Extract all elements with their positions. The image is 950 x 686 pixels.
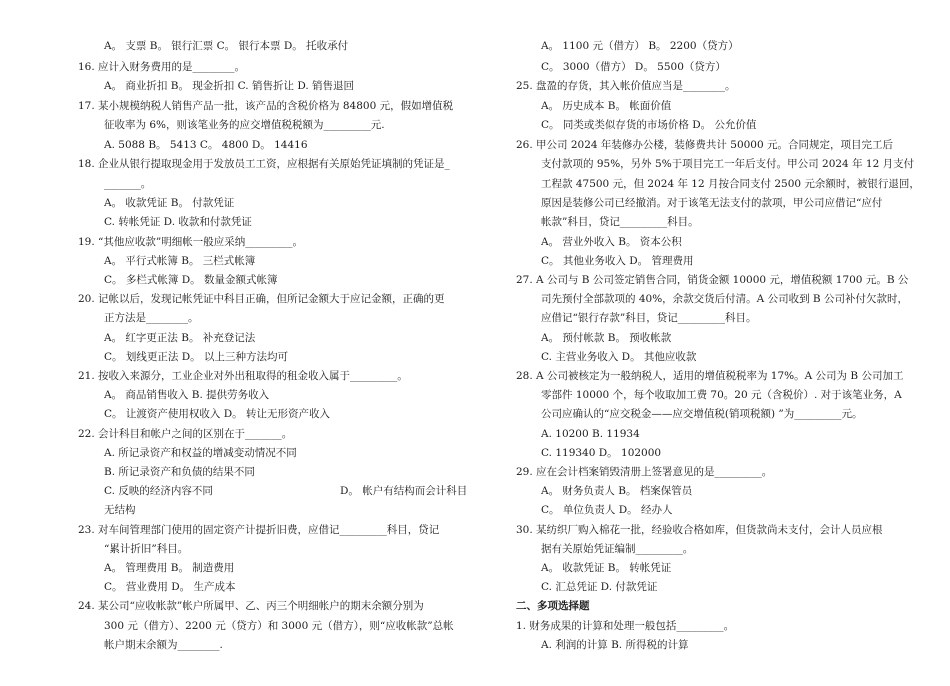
q20-stem-cont: 正方法是________。	[104, 312, 199, 324]
mc1-options-ab: A. 利润的计算 B. 所得税的计算	[541, 639, 689, 651]
q20-options-ab: A。 红字更正法 B。 补充登记法	[104, 332, 256, 344]
q23-options-ab: A。 管理费用 B。 制造费用	[104, 562, 235, 574]
q27-options-ab: A。 预付帐款 B。 预收帐款	[541, 332, 672, 344]
q26-stem-cont1: 支付款项的 95%，另外 5%于项目完工一年后支付。甲公司 2024 年 12 月支付	[541, 158, 915, 170]
q23-stem: 23. 对车间管理部门使用的固定资产计提折旧费，应借记_________科目，贷记	[78, 524, 440, 536]
q26-stem-cont3: 原因是装修公司已经撤消。对于该笔无法支付的款项，甲公司应借记“应付	[541, 197, 883, 209]
q18-options-ab: A。 收款凭证 B。 付款凭证	[104, 197, 235, 209]
q24-options-ab: A。 1100 元（借方） B。 2200（贷方）	[541, 40, 739, 52]
q28-stem: 28. A 公司被核定为一般纳税人，适用的增值税税率为 17%。A 公司为 B 公司加工	[516, 370, 904, 382]
q21-stem: 21. 按收入来源分，工业企业对外出租取得的租金收入属于_________。	[78, 370, 408, 382]
q25-options-cd: C。 同类或类似存货的市场价格 D。 公允价值	[541, 119, 757, 131]
q22-option-d: D。 帐户有结构而会计科目	[340, 485, 468, 497]
q24-stem-cont2: 帐户期末余额为________.	[104, 639, 223, 651]
q16-options: A。 商业折扣 B。 现金折扣 C. 销售折让 D. 销售退回	[104, 80, 355, 92]
q28-options-cd: C. 119340 D。 102000	[541, 447, 662, 459]
q19-options-ab: A。 平行式帐簿 B。 三栏式帐簿	[104, 255, 256, 267]
q22-option-a: A. 所记录资产和权益的增减变动情况不同	[104, 447, 297, 459]
mc1-stem: 1. 财务成果的计算和处理一般包括_________。	[516, 620, 735, 632]
q25-stem: 25. 盘盈的存货，其入帐价值应当是________。	[516, 80, 736, 92]
q26-options-ab: A。 营业外收入 B。 资本公积	[541, 236, 682, 248]
q27-stem-cont2: 应借记“银行存款”科目，贷记_________科目。	[541, 312, 757, 324]
q24-stem-cont: 300 元（借方）、2200 元（贷方）和 3000 元（借方），则“应收帐款”总帐	[104, 620, 454, 632]
q22-option-b: B. 所记录资产和负债的结果不同	[104, 466, 255, 478]
q18-options-cd: C. 转帐凭证 D. 收款和付款凭证	[104, 216, 252, 228]
q28-stem-cont1: 零部件 10000 个，每个收取加工费 70。20 元（含税价）. 对于该笔业务，A	[541, 389, 902, 401]
q21-options-ab: A。 商品销售收入 B. 提供劳务收入	[104, 389, 270, 401]
q26-stem-cont2: 工程款 47500 元，但 2024 年 12 月按合同支付 2500 元余额时，被银行退回，	[541, 178, 920, 190]
q18-stem-cont: _______。	[104, 178, 152, 190]
q30-stem-cont: 据有关原始凭证编制_________。	[541, 543, 694, 555]
q24-options-cd: C。 3000（借方） D。 5500（贷方）	[541, 61, 726, 73]
q27-stem-cont1: 司先预付全部款项的 40%，余款交货后付清。A 公司收到 B 公司补付欠款时，	[541, 293, 908, 305]
q20-stem: 20. 记帐以后，发现记帐凭证中科目正确，但所记金额大于应记金额，正确的更	[78, 293, 445, 305]
q16-stem: 16. 应计入财务费用的是________。	[78, 61, 246, 73]
q20-options-cd: C。 划线更正法 D。 以上三种方法均可	[104, 351, 288, 363]
q29-options-cd: C。 单位负责人 D。 经办人	[541, 504, 673, 516]
q17-stem-cont: 征收率为 6%，则该笔业务的应交增值税税额为_________元.	[104, 119, 385, 131]
q25-options-ab: A。 历史成本 B。 帐面价值	[541, 100, 672, 112]
q30-options-cd: C. 汇总凭证 D. 付款凭证	[541, 581, 658, 593]
q26-options-cd: C。 其他业务收入 D。 管理费用	[541, 255, 694, 267]
q29-options-ab: A。 财务负责人 B。 档案保管员	[541, 485, 693, 497]
q29-stem: 29. 应在会计档案销毁清册上签署意见的是_________。	[516, 466, 773, 478]
q30-stem: 30. 某纺织厂购入棉花一批，经验收合格如库，但货款尚未支付，会计人员应根	[516, 524, 883, 536]
q23-options-cd: C。 营业费用 D。 生产成本	[104, 581, 236, 593]
q28-options-ab: A. 10200 B. 11934	[541, 428, 640, 440]
q15-options: A。 支票 B。 银行汇票 C。 银行本票 D。 托收承付	[104, 40, 349, 52]
section-heading-multiple-choice: 二、多项选择题	[516, 600, 590, 612]
q17-options: A. 5088 B。 5413 C。 4800 D。 14416	[104, 139, 308, 151]
q22-option-d-cont: 无结构	[104, 504, 136, 516]
q19-options-cd: C。 多栏式帐簿 D。 数量金额式帐簿	[104, 274, 278, 286]
q21-options-cd: C。 让渡资产使用权收入 D。 转让无形资产收入	[104, 408, 330, 420]
q17-stem: 17. 某小规模纳税人销售产品一批，该产品的含税价格为 84800 元，假如增值税	[78, 100, 454, 112]
q26-stem-cont4: 帐款”科目，贷记_________科目。	[541, 216, 699, 228]
q28-stem-cont2: 公司应确认的“应交税金——应交增值税(销项税额) ”为_________元。	[541, 408, 863, 420]
q26-stem: 26. 甲公司 2024 年装修办公楼，装修费共计 50000 元。合同规定，项目完工后	[516, 139, 894, 151]
q23-stem-cont: “累计折旧”科目。	[104, 543, 189, 555]
q19-stem: 19. “其他应收款”明细帐一般应采纳_________。	[78, 236, 304, 248]
q30-options-ab: A。 收款凭证 B。 转帐凭证	[541, 562, 672, 574]
q18-stem: 18. 企业从银行提取现金用于发放员工工资，应根据有关原始凭证填制的凭证是_	[78, 158, 450, 170]
q22-option-c: C. 反映的经济内容不同	[104, 485, 213, 497]
q24-stem: 24. 某公司“应收帐款”帐户所属甲、乙、丙三个明细帐户的期末余额分别为	[78, 600, 424, 612]
q22-stem: 22. 会计科目和帐户之间的区别在于_______。	[78, 428, 293, 440]
q27-options-cd: C. 主营业务收入 D。 其他应收款	[541, 351, 697, 363]
q27-stem: 27. A 公司与 B 公司签定销售合同，销货金额 10000 元，增值税额 1700 元。B 公	[516, 274, 909, 286]
